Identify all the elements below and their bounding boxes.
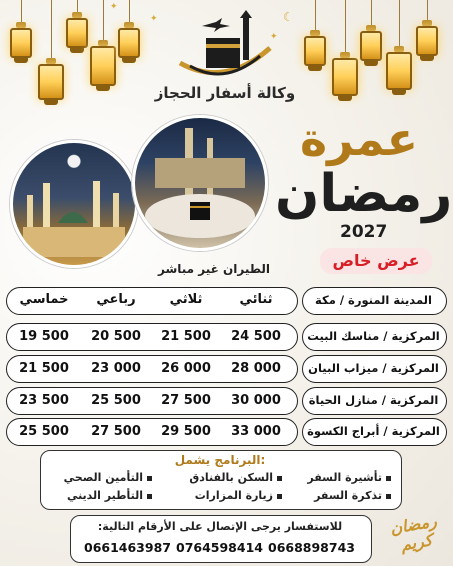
makkah-photo — [132, 115, 268, 251]
program-item-label: السكن بالفنادق — [189, 471, 273, 484]
lantern-icon — [10, 0, 32, 63]
program-item-label: زيارة المزارات — [194, 489, 273, 502]
program-item — [166, 489, 286, 502]
price-quint: 25 500 — [19, 424, 69, 439]
col-header-quint: خماسي — [19, 292, 69, 307]
col-header-quad: رباعي — [96, 292, 136, 307]
title-umrah: عمرة — [300, 112, 419, 166]
price-quint: 21 500 — [19, 361, 69, 376]
hotel-name: المركزية / منازل الحياة — [308, 393, 439, 407]
lantern-icon — [66, 0, 88, 53]
price-double: 28 000 — [231, 361, 281, 376]
price-quad: 23 000 — [91, 361, 141, 376]
phone-number[interactable]: 0668898743 — [268, 540, 355, 555]
ramadan-kareem-calligraphy: رمضان كريم — [388, 511, 439, 555]
phone-number[interactable]: 0764598414 — [176, 540, 263, 555]
crescent-icon: ☾ — [283, 10, 294, 24]
price-quint: 19 500 — [19, 329, 69, 344]
lantern-icon — [360, 0, 382, 66]
price-triple: 26 000 — [161, 361, 211, 376]
lantern-icon — [304, 0, 326, 71]
program-item — [50, 489, 156, 502]
price-double: 30 000 — [231, 393, 281, 408]
bullet-icon — [386, 494, 391, 499]
lantern-icon — [118, 0, 140, 63]
program-item-label: التأطير الديني — [66, 489, 143, 502]
hotel-name: المركزية / أبراج الكسوة — [307, 424, 440, 438]
price-triple: 29 500 — [161, 424, 211, 439]
title-ramadan: رمضان — [275, 164, 453, 224]
program-item — [290, 489, 395, 502]
price-triple: 27 500 — [161, 393, 211, 408]
price-double: 24 500 — [231, 329, 281, 344]
bullet-icon — [386, 476, 391, 481]
flight-note: الطيران غير مباشر — [158, 262, 271, 276]
program-item-label: تأشيرة السفر — [307, 471, 382, 484]
star-icon: ✦ — [270, 32, 278, 42]
hotel-name: المركزية / مناسك البيت — [307, 329, 440, 343]
hotel-name: المركزية / ميزاب البيان — [308, 361, 439, 375]
bullet-icon — [147, 476, 152, 481]
bullet-icon — [277, 476, 282, 481]
col-header-triple: ثلاثي — [169, 292, 203, 307]
price-quad: 25 500 — [91, 393, 141, 408]
lantern-icon — [416, 0, 438, 61]
city-header: المدينة المنورة / مكة — [315, 293, 432, 307]
program-item-label: التأمين الصحي — [63, 471, 143, 484]
star-icon: ✦ — [150, 14, 158, 24]
offer-badge: عرض خاص — [320, 248, 432, 274]
agency-name: وكالة أسفار الحجاز — [154, 84, 296, 102]
price-quint: 23 500 — [19, 393, 69, 408]
year: 2027 — [340, 222, 388, 242]
program-title: البرنامج يشمل: — [174, 453, 266, 467]
kaaba-logo-icon — [170, 8, 280, 88]
price-quad: 20 500 — [91, 329, 141, 344]
phone-number[interactable]: 0661463987 — [84, 540, 171, 555]
madinah-photo — [10, 140, 138, 268]
program-item — [166, 471, 286, 484]
lantern-icon — [90, 0, 116, 91]
program-item-label: تذكرة السفر — [314, 489, 382, 502]
program-item — [290, 471, 395, 484]
lantern-icon — [332, 0, 358, 101]
star-icon: ✦ — [110, 2, 118, 12]
col-header-double: ثنائي — [239, 292, 273, 307]
bullet-icon — [147, 494, 152, 499]
bullet-icon — [277, 494, 282, 499]
contact-label: للاستفسار يرجى الإتصال على الأرقام التالية: — [97, 520, 343, 533]
price-double: 33 000 — [231, 424, 281, 439]
price-quad: 27 500 — [91, 424, 141, 439]
lantern-icon — [386, 0, 412, 95]
lantern-icon — [38, 0, 64, 105]
program-item — [50, 471, 156, 484]
price-triple: 21 500 — [161, 329, 211, 344]
